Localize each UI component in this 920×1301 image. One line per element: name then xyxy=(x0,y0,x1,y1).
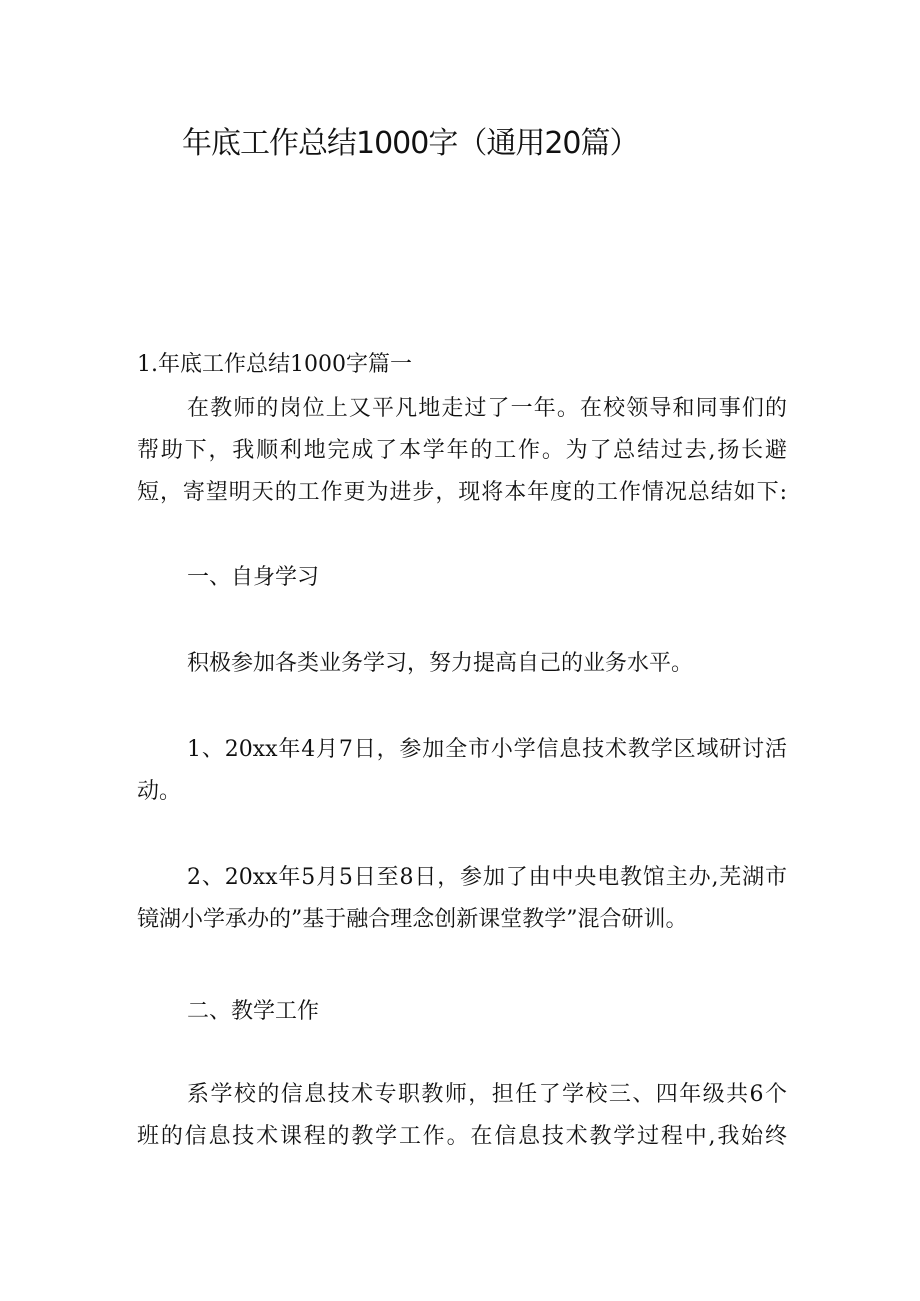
part1-item2-line-2: 镜湖小学承办的”基于融合理念创新课堂教学”混合研训。 xyxy=(137,907,688,932)
part1-summary: 积极参加各类业务学习，努力提高自己的业务水平。 xyxy=(187,651,694,676)
intro-line-3: 短，寄望明天的工作更为进步，现将本年度的工作情况总结如下: xyxy=(137,480,787,505)
part2-line-2: 班的信息技术课程的教学工作。在信息技术教学过程中,我始终 xyxy=(137,1124,787,1149)
part1-item1-line-2: 动。 xyxy=(137,779,182,804)
intro-line-1: 在教师的岗位上又平凡地走过了一年。在校领导和同事们的 xyxy=(187,396,787,421)
intro-line-2: 帮助下，我顺利地完成了本学年的工作。为了总结过去,扬长避 xyxy=(137,438,787,463)
document-title: 年底工作总结1000字（通用20篇） xyxy=(182,126,639,161)
part1-item1-line-1: 1、20xx年4月7日，参加全市小学信息技术教学区域研讨活 xyxy=(187,737,787,762)
part2-line-1: 系学校的信息技术专职教师，担任了学校三、四年级共6个 xyxy=(187,1082,787,1107)
part1-heading: 一、自身学习 xyxy=(187,565,320,590)
section-heading: 1.年底工作总结1000字篇一 xyxy=(137,352,412,377)
part2-heading: 二、教学工作 xyxy=(187,999,320,1024)
part1-item2-line-1: 2、20xx年5月5日至8日，参加了由中央电教馆主办,芜湖市 xyxy=(187,865,787,890)
